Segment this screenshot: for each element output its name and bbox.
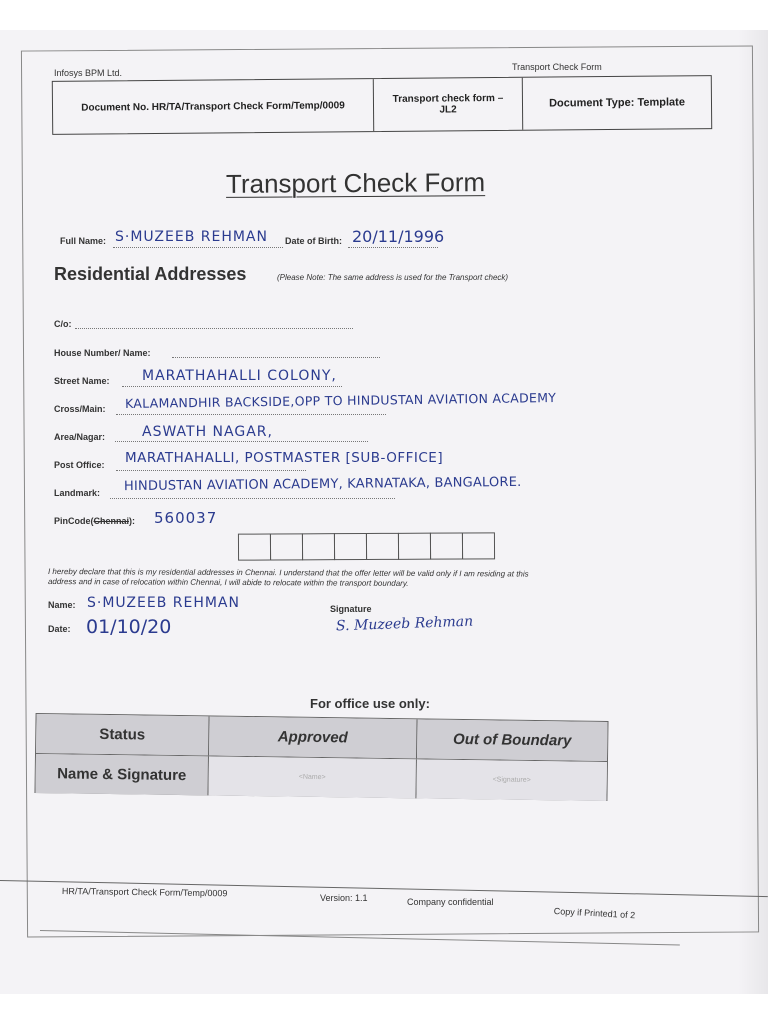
footer-version: Version: 1.1 [320, 893, 368, 903]
street-label: Street Name: [54, 376, 110, 386]
landmark-value: HINDUSTAN AVIATION ACADEMY, KARNATAKA, BANGALORE. [123, 474, 522, 495]
form-code-line2: JL2 [439, 104, 457, 116]
post-office-line [116, 470, 306, 471]
post-office-label: Post Office: [54, 460, 105, 470]
signature-label: Signature [330, 604, 372, 614]
house-line [172, 357, 380, 358]
street-value: MARATHAHALLI COLONY, [142, 368, 337, 384]
dob-line [348, 247, 438, 248]
office-use-table [34, 713, 608, 801]
pin-box[interactable] [430, 532, 463, 559]
area-line [115, 441, 368, 442]
pin-box[interactable] [398, 533, 431, 560]
street-line [122, 386, 342, 387]
pin-box[interactable] [238, 533, 271, 560]
dob-value: 20/11/1996 [352, 227, 445, 246]
name-label: Name: [48, 600, 76, 610]
doc-type: Document Type: Template [548, 96, 685, 110]
area-label: Area/Nagar: [54, 432, 106, 442]
pincode-struck-text: Chennai [93, 516, 130, 526]
declaration-line2: address and in case of relocation within Chennai, I will abide to relocate within the transport boundary. [47, 577, 409, 588]
pin-box[interactable] [462, 532, 495, 559]
pin-box[interactable] [334, 533, 367, 560]
co-label: C/o: [54, 319, 72, 329]
office-signature-row [35, 754, 606, 801]
full-name-value: S·MUZEEB REHMAN [115, 229, 268, 245]
dob-label: Date of Birth: [285, 236, 342, 246]
date-value: 01/10/20 [86, 616, 172, 638]
name-signature-label: Name & Signature [35, 754, 209, 795]
date-label: Date: [48, 624, 71, 634]
header-table [52, 75, 712, 135]
declaration-line1: I hereby declare that this is my residential addresses in Chennai. I understand that the offer letter will be valid only if I am residing at this [47, 567, 529, 579]
pincode-value: 560037 [154, 509, 218, 527]
boundary-signature-field[interactable]: <Signature> [416, 759, 607, 801]
cross-main-line [116, 414, 386, 415]
signature-value: S. Muzeeb Rehman [335, 613, 474, 635]
doc-number: Document No. HR/TA/Transport Check Form/Temp/0009 [81, 99, 345, 114]
status-header: Status [36, 714, 210, 755]
landmark-label: Landmark: [54, 488, 101, 498]
pincode-boxes [238, 532, 494, 560]
office-use-heading: For office use only: [310, 696, 430, 711]
full-name-label: Full Name: [60, 236, 107, 246]
footer-copy: Copy if Printed1 of 2 [553, 906, 636, 921]
out-of-boundary-header: Out of Boundary [417, 719, 608, 761]
pin-box[interactable] [302, 533, 335, 560]
addresses-note: (Please Note: The same address is used for the Transport check) [277, 273, 509, 282]
addresses-heading: Residential Addresses [54, 264, 247, 284]
doc-number-cell [53, 79, 374, 134]
form-label-top: Transport Check Form [512, 62, 602, 72]
full-name-line [113, 247, 283, 248]
doc-type-cell [523, 76, 711, 130]
post-office-value: MARATHAHALLI, POSTMASTER [SUB-OFFICE] [125, 450, 444, 466]
form-code-cell [374, 78, 523, 131]
form-code-line1: Transport check form – [392, 92, 504, 105]
pincode-label: PinCode(Chennai): [54, 516, 136, 526]
approved-name-field[interactable]: <Name> [208, 756, 417, 798]
page-title: Transport Check Form [225, 167, 486, 199]
pin-box[interactable] [270, 533, 303, 560]
pin-box[interactable] [366, 533, 399, 560]
area-value: ASWATH NAGAR, [142, 424, 273, 440]
cross-main-label: Cross/Main: [54, 404, 106, 414]
co-line [75, 328, 353, 329]
cross-main-value: KALAMANDHIR BACKSIDE,OPP TO HINDUSTAN AVIATION ACADEMY [124, 389, 557, 412]
footer-doc-ref: HR/TA/Transport Check Form/Temp/0009 [61, 886, 228, 899]
company-name: Infosys BPM Ltd. [54, 68, 123, 78]
footer-confidential: Company confidential [407, 897, 494, 907]
name-value: S·MUZEEB REHMAN [87, 595, 240, 611]
house-label: House Number/ Name: [54, 348, 151, 358]
landmark-line [110, 498, 395, 499]
approved-header: Approved [209, 716, 418, 758]
